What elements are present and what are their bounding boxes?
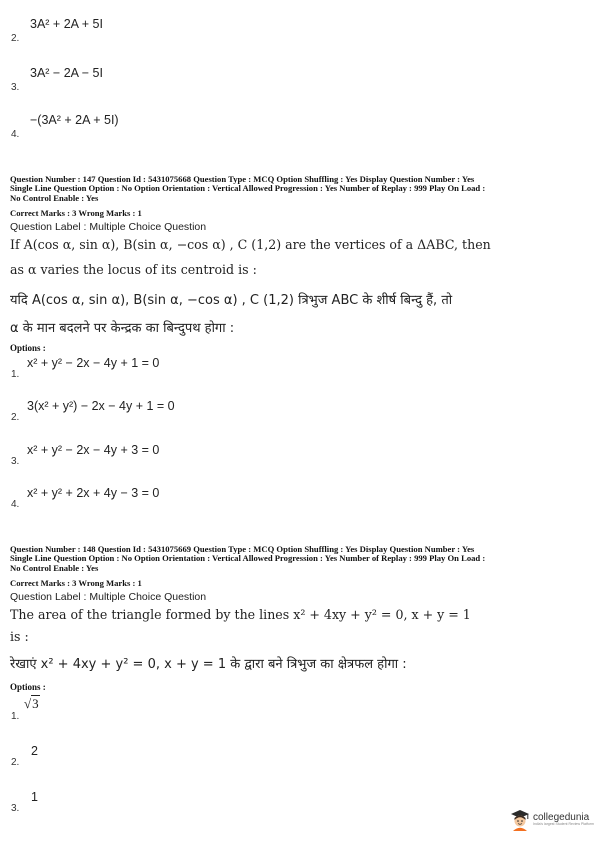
q148-text-line-1: The area of the triangle formed by the lines x² + 4xy + y² = 0, x + y = 1: [10, 607, 471, 622]
square-root-symbol: √: [24, 696, 32, 711]
q148-option-1-text: [24, 696, 40, 712]
q148-hindi-line-1: रेखाएं x² + 4xy + y² = 0, x + y = 1 के द्वारा बने त्रिभुज का क्षेत्रफल होगा :: [10, 657, 407, 672]
q147-option-4-number: 4.: [11, 499, 20, 510]
q147-meta-line-2: Single Line Question Option : No Option Orientation : Vertical Allowed Progression : Yes Number of Replay : 999 Play On Load :: [10, 183, 486, 194]
q147-marks: Correct Marks : 3 Wrong Marks : 1: [10, 208, 142, 218]
q148-meta: [10, 545, 485, 573]
q148-marks: Correct Marks : 3 Wrong Marks : 1: [10, 578, 142, 588]
q147-option-3-text: x² + y² − 2x − 4y + 3 = 0: [27, 443, 160, 457]
q147-text-line-2: as α varies the locus of its centroid is :: [10, 262, 257, 277]
prev-option-4-number: 4.: [11, 129, 20, 140]
q147-meta: [10, 175, 485, 203]
q148-meta-line-2: Single Line Question Option : No Option Orientation : Vertical Allowed Progression : Yes Number of Replay : 999 Play On Load :: [10, 553, 486, 564]
q147-option-2-number: 2.: [11, 412, 20, 423]
logo-wordmark: collegedunia: [533, 812, 590, 824]
q148-option-1-number: 1.: [11, 711, 20, 722]
logo-tagline: India's largest Student Review Platform: [533, 822, 594, 827]
q148-meta-line-1: Question Number : 148 Question Id : 5431075669 Question Type : MCQ Option Shuffling : Yes Display Question Number : Yes: [10, 544, 475, 554]
prev-option-3-text: 3A² − 2A − 5I: [30, 66, 103, 80]
q148-option-2-text: 2: [31, 744, 38, 758]
q148-option-1-radicand: 3: [32, 696, 39, 711]
q147-option-2-text: 3(x² + y²) − 2x − 4y + 1 = 0: [27, 399, 175, 413]
prev-option-2-number: 2.: [11, 33, 20, 44]
q148-text-line-2: is :: [10, 629, 29, 644]
q148-option-2-number: 2.: [11, 757, 20, 768]
q147-meta-line-1: Question Number : 147 Question Id : 5431075668 Question Type : MCQ Option Shuffling : Yes Display Question Number : Yes: [10, 174, 475, 184]
q148-question-label: Question Label : Multiple Choice Question: [10, 591, 207, 603]
q148-meta-line-3: No Control Enable : Yes: [10, 562, 99, 573]
collegedunia-logo: [510, 808, 594, 832]
q147-option-1-number: 1.: [11, 369, 20, 380]
q148-option-3-text: 1: [31, 790, 38, 804]
prev-option-3-number: 3.: [11, 82, 20, 93]
q147-option-4-text: x² + y² + 2x + 4y − 3 = 0: [27, 486, 160, 500]
q148-option-3-number: 3.: [11, 803, 20, 814]
q147-option-1-text: x² + y² − 2x − 4y + 1 = 0: [27, 356, 160, 370]
q147-hindi-line-1: यदि A(cos α, sin α), B(sin α, −cos α) , C (1,2) त्रिभुज ABC के शीर्ष बिन्दु हैं, तो: [10, 293, 453, 308]
prev-option-4-text: −(3A² + 2A + 5I): [30, 113, 119, 127]
q148-options-label: Options :: [10, 682, 46, 692]
q147-question-label: Question Label : Multiple Choice Question: [10, 221, 207, 233]
prev-option-2-text: 3A² + 2A + 5I: [30, 17, 103, 31]
graduate-mascot-icon: [510, 809, 530, 831]
q147-meta-line-3: No Control Enable : Yes: [10, 192, 99, 203]
q147-hindi-line-2: α के मान बदलने पर केन्द्रक का बिन्दुपथ होगा :: [10, 321, 235, 336]
q147-options-label: Options :: [10, 343, 46, 353]
q147-option-3-number: 3.: [11, 456, 20, 467]
q147-text-line-1: If A(cos α, sin α), B(sin α, −cos α) , C (1,2) are the vertices of a ΔABC, then: [10, 237, 491, 252]
